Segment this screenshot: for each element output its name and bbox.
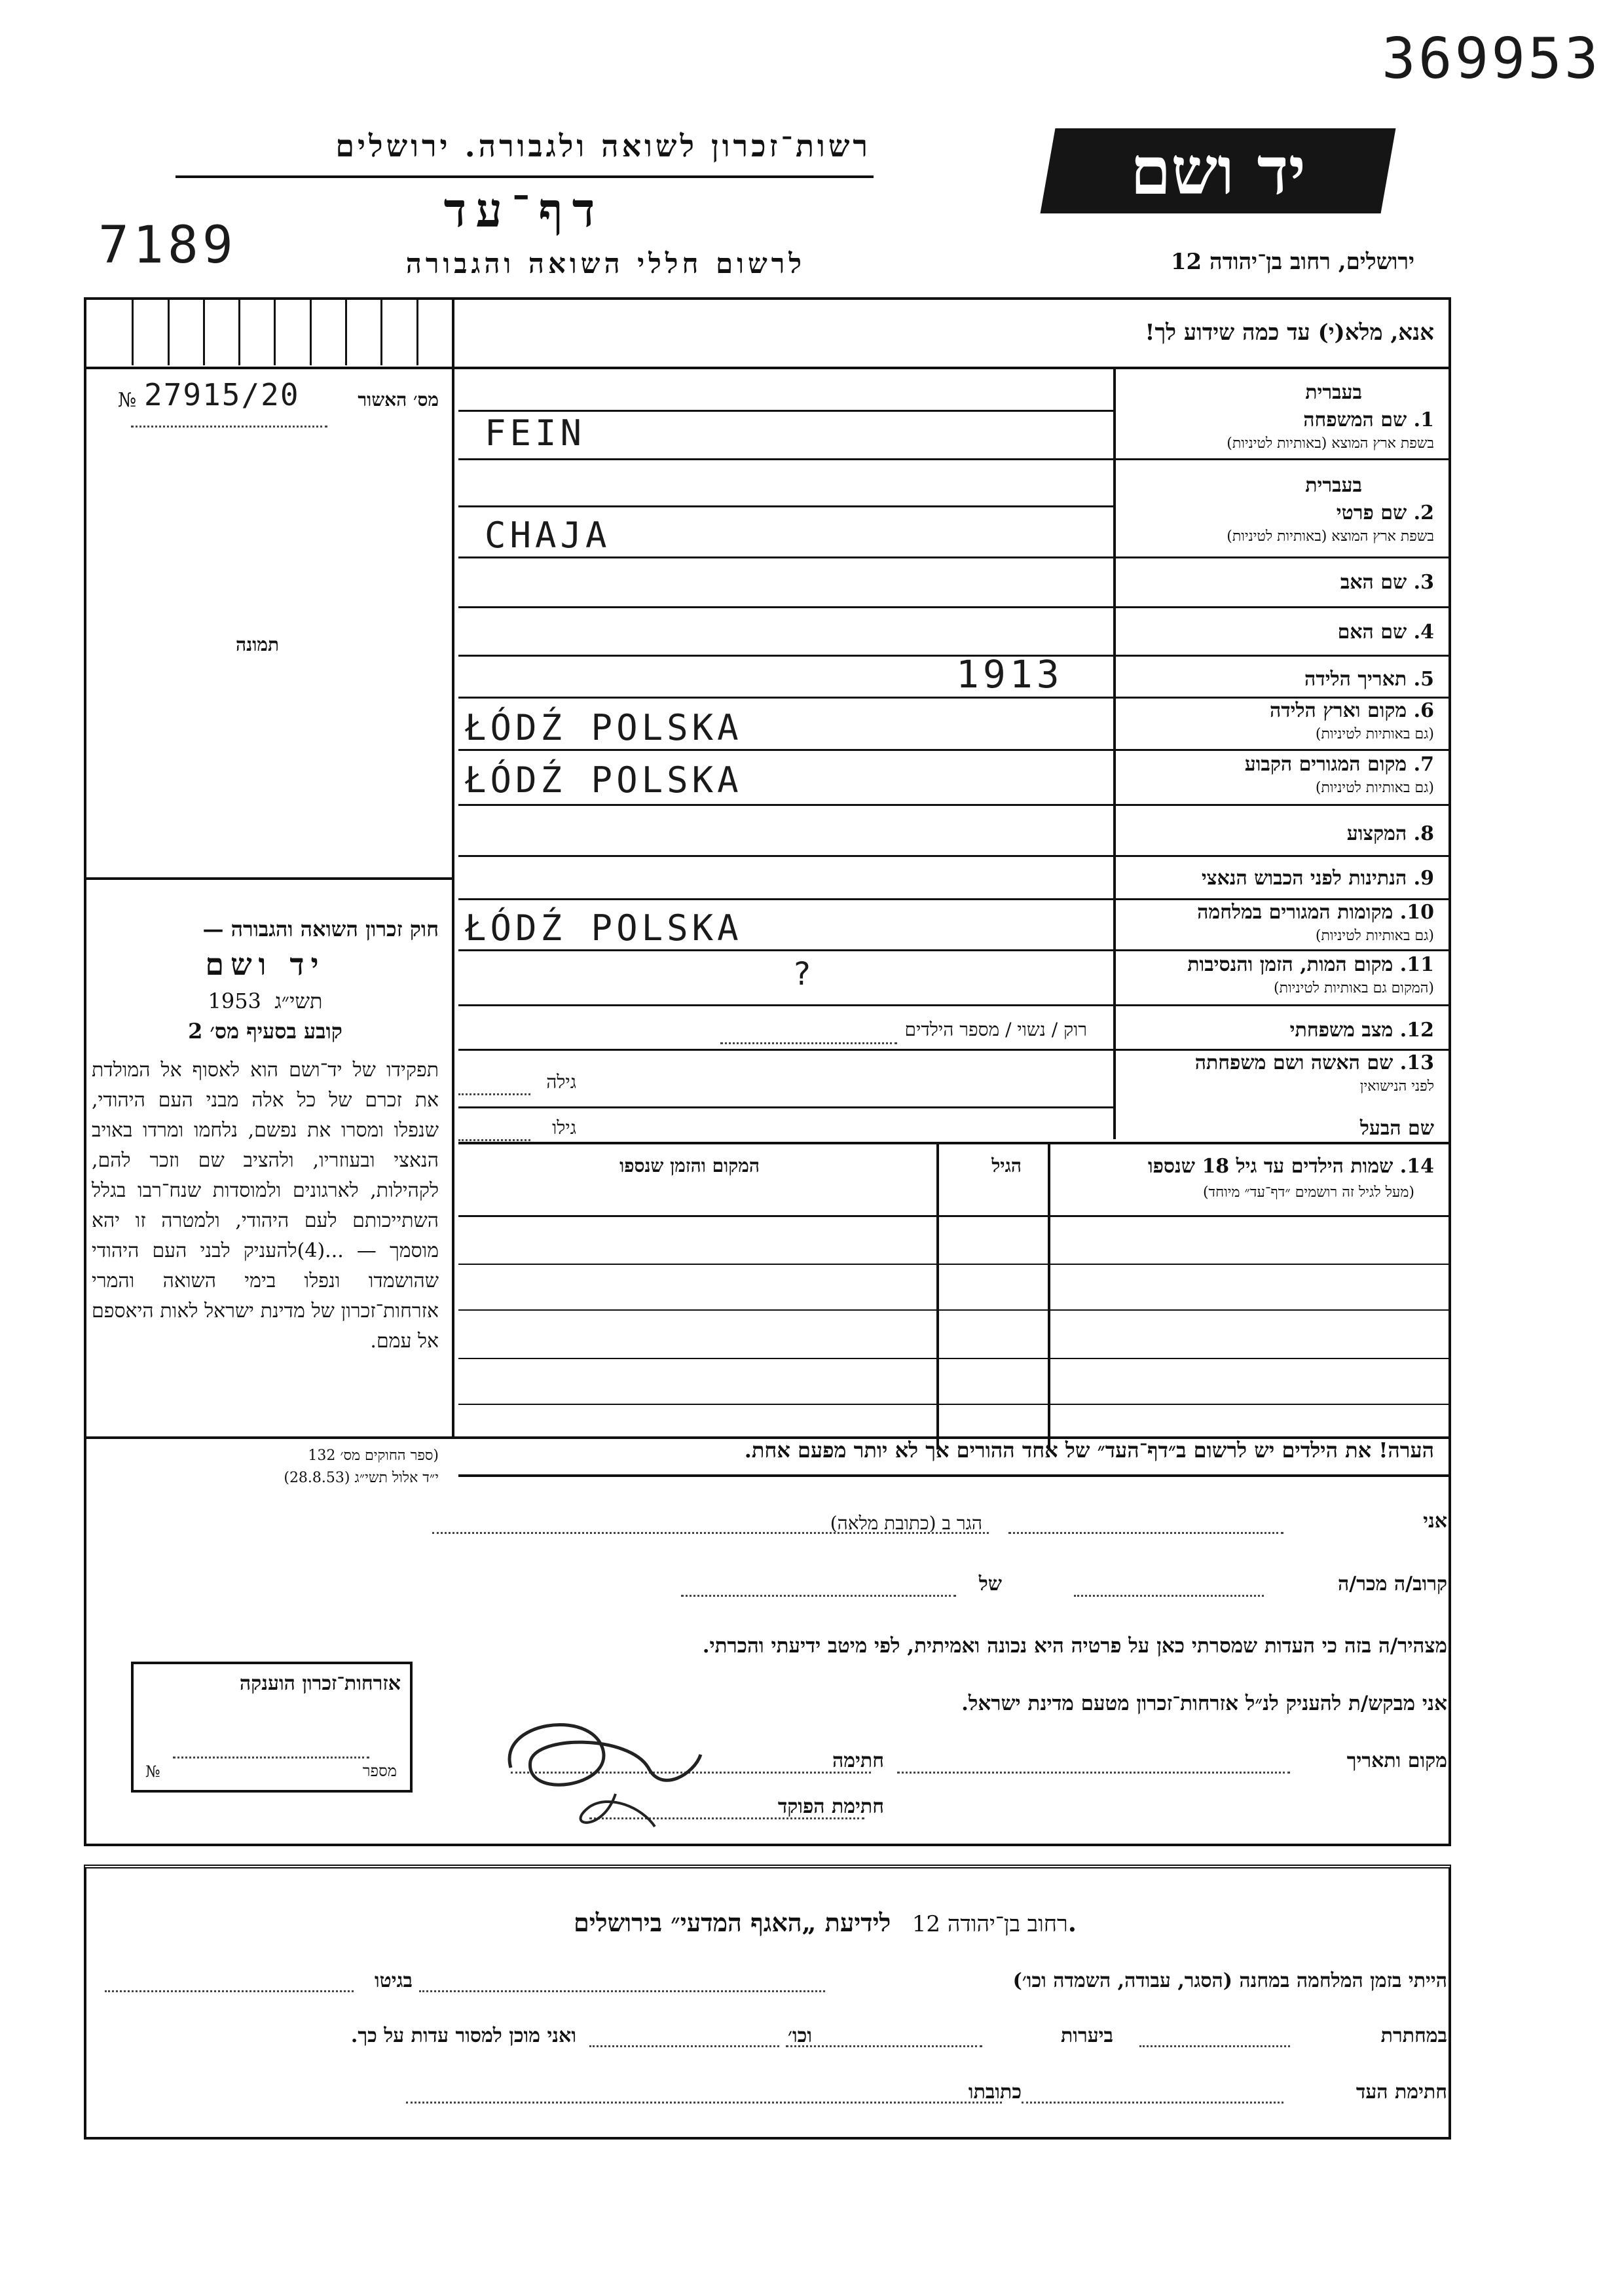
authority-line: רשות־זכרון לשואה ולגבורה. ירושלים [335,128,871,164]
field-1-label: 1. שם המשפחה [1303,409,1434,431]
field-10-sub: (גם באותיות לטיניות) [1315,928,1434,944]
decl-i-label: אני [1423,1510,1447,1533]
field-13-label: 13. שם האשה ושם משפחתה [1194,1051,1434,1074]
field-6-sub: (גם באותיות לטיניות) [1315,726,1434,742]
bottom-etc: וכו׳ [788,2024,812,2047]
field-3-label: 3. שם האב [1340,571,1434,594]
field-11-sub: (המקום גם באותיות לטיניות) [1274,980,1434,996]
decl-signature-label: חתימה [832,1749,884,1772]
field-8-label: 8. המקצוע [1346,822,1434,845]
field-7-label: 7. מקום המגורים הקבוע [1244,753,1434,776]
children-sub: (מעל לגיל זה רושמים ״דף־עד״ מיוחד) [1202,1184,1414,1201]
field-12-label: 12. מצב משפחתי [1289,1019,1434,1042]
bottom-witness-sig: חתימת העד [1356,2081,1447,2104]
law-name: יד ושם [205,947,325,982]
decl-request: אני מבקש/ת להעניק לנ״ל אזרחות־זכרון מטעם מדינת ישראל. [961,1692,1447,1715]
header-address: ירושלים, רחוב בן־יהודה 12 [1170,249,1414,275]
form-subtitle: לרשום חללי השואה והגבורה [405,247,805,280]
field-9-label: 9. הנתינות לפני הכבוש הנאצי [1201,867,1434,890]
form-title: דף־עד [443,182,604,238]
bottom-forests: ביערות [1060,2024,1113,2047]
signature-scribble [485,1696,720,1840]
bottom-heading: רחוב בן־יהודה 12 לידיעת „האגף המדעי״ בירושלים. [574,1908,1077,1937]
husband-age-label: גילו [552,1117,576,1139]
field-10-latin: ŁÓDŹ POLSKA [465,907,743,949]
field-5-label: 5. תאריך הלידה [1304,668,1434,691]
citizenship-box [131,1662,413,1793]
field-13-sub: לפני הנישואין [1359,1078,1434,1095]
bottom-frame [84,1865,1451,2140]
field-11-label: 11. מקום המות, הזמן והנסיבות [1187,953,1434,976]
field-2-label: 2. שם פרטי [1336,501,1434,524]
law-clause: קובע בסעיף מס׳ 2 [188,1019,342,1044]
children-col-place: המקום והזמן שנספו [619,1155,760,1176]
code-boxes [98,300,452,365]
yad-vashem-logo: יד ושם [1041,128,1396,213]
archive-number: 369953 [1382,26,1601,92]
law-title: חוק זכרון השואה והגבורה — [202,917,439,941]
wife-age-label: גילה [546,1071,576,1093]
decl-officer-label: חתימת הפוקד [777,1795,884,1818]
field-6-latin: ŁÓDŹ POLSKA [465,707,743,748]
decl-lives-label: הגר ב (כתובת מלאה) [830,1512,982,1534]
field-11-value: ? [792,956,815,993]
husband-label: שם הבעל [1359,1117,1434,1140]
citizenship-no-sign: № [145,1762,160,1781]
decl-relative-label: קרוב/ה מכר/ה [1338,1573,1447,1595]
decl-place-date-label: מקום ותאריך [1346,1749,1447,1772]
field-5-value: 1913 [956,652,1063,697]
field-7-sub: (גם באותיות לטיניות) [1315,780,1434,796]
citizenship-number-label: מספר [362,1762,397,1780]
photo-label: תמונה [236,634,280,655]
bottom-underground: במחתרת [1380,2024,1447,2047]
field-1-sub: בשפת ארץ המוצא (באותיות לטיניות) [1227,435,1434,452]
children-col-age: הגיל [991,1155,1022,1176]
approval-row [105,377,439,419]
decl-of-label: של [978,1573,1002,1595]
field-2-lang: בעברית [1305,474,1362,497]
children-title: 14. שמות הילדים עד גיל 18 שנספו [1147,1155,1434,1178]
stamp-number: 7189 [98,216,237,275]
field-6-label: 6. מקום וארץ הלידה [1269,699,1434,722]
law-source: (ספר החוקים מס׳ 132 [308,1448,439,1464]
decl-declare: מצהיר/ה בזה כי העדות שמסרתי כאן על פרטיה היא נכונה ואמיתית, לפי מיטב ידיעתי והכרתי. [702,1634,1447,1658]
bottom-line1: הייתי בזמן המלחמה במחנה (הסגר, עבודה, השמדה וכו׳) [1012,1969,1447,1992]
field-1-lang: בעברית [1305,381,1362,404]
field-2-sub: בשפת ארץ המוצא (באותיות לטיניות) [1227,528,1434,545]
field-12-options: רוק / נשוי / מספר הילדים [904,1019,1087,1040]
approval-no-sign: № [118,389,137,412]
citizenship-title: אזרחות־זכרון הוענקה [239,1672,401,1695]
bottom-address: כתובתו [968,2081,1022,2104]
field-7-latin: ŁÓDŹ POLSKA [465,759,743,801]
field-2-latin: CHAJA [485,515,611,556]
field-1-latin: FEIN [485,412,586,454]
approval-label: מס׳ האשור [358,389,439,410]
bottom-ready: ואני מוכן למסור עדות על כך. [350,2024,576,2047]
law-source-date: י״ד אלול תשי״ג (28.8.53) [284,1470,439,1486]
note-text: הערה! את הילדים יש לרשום ב״דף־העד״ של אחד ההורים אך לא יותר מפעם אחת. [744,1438,1434,1463]
law-year-row: 1953 תשי״ג [208,989,323,1013]
law-body: תפקידו של יד־ושם הוא לאסוף אל המולדת את זכרם של כל אלה מבני העם היהודי, שנפלו ומסרו את נפשם, נלחמו ומרדו באויב הנאצי ובעוזריו, ולהציב שם וזכר להם, לקהילות, לארגונים ולמוסדות שנח־רבו בגלל השתייכותם לעם היהודי, ולמטרה זו יהא מוסמך — ...(4)להעניק לבני העם היהודי שהושמדו ונפלו בימי השואה והמרי אזרחות־זכרון של מדינת ישראל לאות היאספם אל עמם. [92,1059,439,1353]
approval-number: 27915/20 [144,377,300,412]
field-4-label: 4. שם האם [1337,621,1434,644]
bottom-ghetto: בגיטו [374,1969,413,1992]
field-10-label: 10. מקומות המגורים במלחמה [1197,901,1434,924]
intro-text: אנא, מלא(י) עד כמה שידוע לך! [1145,319,1434,346]
